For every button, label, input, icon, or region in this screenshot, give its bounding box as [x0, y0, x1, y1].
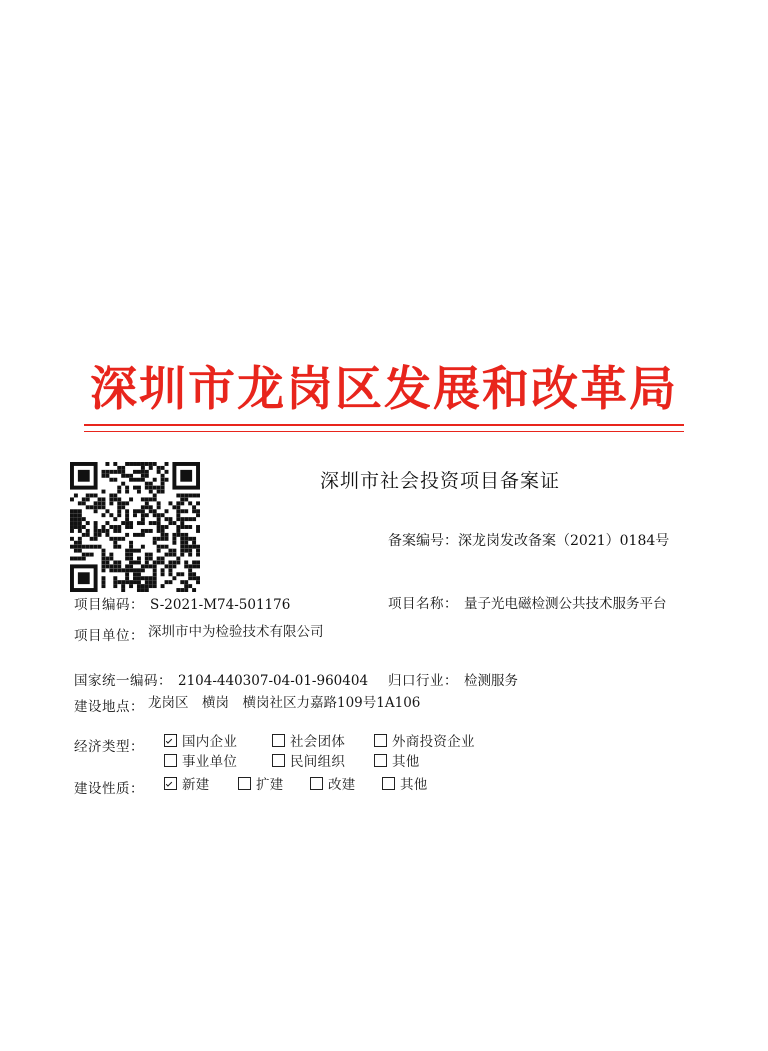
checkbox-label: 其他	[392, 754, 420, 770]
checkbox-unchecked-icon[interactable]	[382, 777, 395, 790]
qr-code-icon	[70, 462, 200, 592]
economy-type-options-row1[interactable]	[164, 730, 514, 750]
title-divider-thick	[84, 424, 684, 426]
national-code-value: 2104-440307-04-01-960404	[178, 673, 369, 689]
construction-nature-options[interactable]	[164, 773, 454, 793]
checkbox-unchecked-icon[interactable]	[272, 734, 285, 747]
checkbox-option[interactable]	[310, 773, 382, 793]
site-label: 建设地点：	[74, 699, 144, 715]
checkbox-label: 国内企业	[182, 734, 238, 750]
checkbox-label: 社会团体	[290, 734, 346, 750]
field-project-unit	[74, 624, 144, 644]
field-project-code	[74, 593, 290, 613]
field-site	[74, 695, 144, 715]
industry-label: 归口行业：	[388, 673, 458, 689]
checkbox-option[interactable]	[272, 750, 374, 770]
economy-type-options-row2[interactable]	[164, 750, 514, 770]
checkbox-option[interactable]	[238, 773, 310, 793]
checkbox-label: 其他	[400, 777, 428, 793]
site-value: 龙岗区 横岗 横岗社区力嘉路109号1A106	[148, 695, 421, 711]
checkbox-unchecked-icon[interactable]	[374, 754, 387, 767]
project-code-value: S-2021-M74-501176	[150, 597, 291, 613]
checkbox-label: 改建	[328, 777, 356, 793]
field-construction-nature	[74, 777, 144, 797]
project-name-label: 项目名称：	[388, 596, 458, 612]
economy-type-label: 经济类型：	[74, 739, 144, 755]
project-code-label: 项目编码：	[74, 597, 144, 613]
checkbox-option[interactable]	[272, 730, 374, 750]
checkbox-option[interactable]	[164, 730, 272, 750]
checkbox-option[interactable]	[374, 730, 514, 750]
checkbox-label: 新建	[182, 777, 210, 793]
checkbox-unchecked-icon[interactable]	[272, 754, 285, 767]
checkbox-label: 事业单位	[182, 754, 238, 770]
checkbox-checked-icon[interactable]	[164, 777, 177, 790]
project-unit-value: 深圳市中为检验技术有限公司	[148, 624, 324, 640]
record-number-value: 深龙岗发改备案（2021）0184号	[458, 533, 670, 549]
checkbox-option[interactable]	[164, 773, 238, 793]
checkbox-label: 外商投资企业	[392, 734, 475, 750]
checkbox-option[interactable]	[164, 750, 272, 770]
field-economy-type	[74, 735, 144, 755]
checkbox-unchecked-icon[interactable]	[164, 754, 177, 767]
checkbox-unchecked-icon[interactable]	[374, 734, 387, 747]
record-number	[388, 530, 669, 550]
checkbox-option[interactable]	[382, 773, 454, 793]
checkbox-unchecked-icon[interactable]	[238, 777, 251, 790]
industry-value: 检测服务	[464, 673, 518, 689]
checkbox-label: 民间组织	[290, 754, 346, 770]
project-name-value: 量子光电磁检测公共技术服务平台	[464, 596, 667, 612]
construction-nature-label: 建设性质：	[74, 781, 144, 797]
project-unit-label: 项目单位：	[74, 628, 144, 644]
checkbox-label: 扩建	[256, 777, 284, 793]
national-code-label: 国家统一编码：	[74, 673, 172, 689]
record-number-label: 备案编号：	[388, 533, 458, 549]
checkbox-option[interactable]	[374, 750, 514, 770]
field-industry	[388, 669, 518, 689]
page-title: 深圳市龙岗区发展和改革局	[90, 362, 678, 417]
checkbox-checked-icon[interactable]	[164, 734, 177, 747]
document-subtitle: 深圳市社会投资项目备案证	[319, 470, 560, 492]
title-divider-thin	[84, 431, 684, 432]
checkbox-unchecked-icon[interactable]	[310, 777, 323, 790]
field-project-name	[388, 592, 667, 612]
field-national-code	[74, 669, 368, 689]
